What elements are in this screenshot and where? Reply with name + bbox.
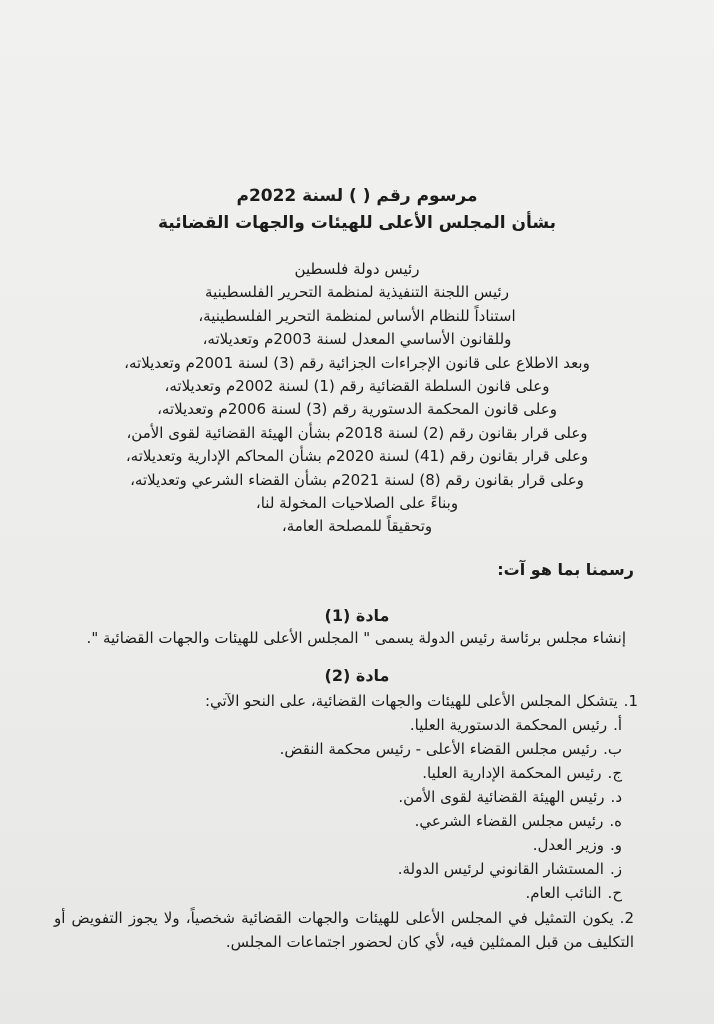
preamble-line: رئيس دولة فلسطين <box>294 260 420 278</box>
member-item <box>525 884 622 902</box>
member-text: النائب العام. <box>525 884 602 902</box>
member-text: وزير العدل. <box>532 836 604 854</box>
member-item <box>280 740 622 758</box>
item-text: يكون التمثيل في المجلس الأعلى للهيئات والجهات القضائية شخصياً، ولا يجوز التفويض أو التكليف من قبل الممثلين فيه، لأي كان لحضور اجتماعات المجلس. <box>54 909 634 951</box>
member-marker: ه. <box>609 812 622 830</box>
decree-subject: بشأن المجلس الأعلى للهيئات والجهات القضائية <box>157 213 557 233</box>
member-text: رئيس مجلس القضاء الشرعي. <box>414 812 604 830</box>
preamble-line: وعلى قرار بقانون رقم (2) لسنة 2018م بشأن الهيئة القضائية لقوى الأمن، <box>126 423 588 442</box>
preamble-line: وللقانون الأساسي المعدل لسنة 2003م وتعديلاته، <box>202 330 512 349</box>
article1-text: إنشاء مجلس برئاسة رئيس الدولة يسمى " المجلس الأعلى للهيئات والجهات القضائية ". <box>86 629 626 647</box>
member-item <box>533 836 622 854</box>
member-marker: أ. <box>613 716 622 734</box>
member-marker: و. <box>609 836 622 854</box>
member-item <box>415 812 622 830</box>
member-text: رئيس مجلس القضاء الأعلى - رئيس محكمة النقض. <box>279 740 598 758</box>
preamble-line: رئيس اللجنة التنفيذية لمنظمة التحرير الفلسطينية <box>205 283 509 302</box>
member-marker: ح. <box>607 884 622 902</box>
item-number: 2. <box>619 909 634 927</box>
preamble-line: وعلى قرار بقانون رقم (8) لسنة 2021م بشأن القضاء الشرعي وتعديلاته، <box>130 470 584 489</box>
member-marker: ج. <box>607 764 622 782</box>
member-marker: ز. <box>609 860 622 878</box>
member-text: رئيس الهيئة القضائية لقوى الأمن. <box>398 788 605 806</box>
member-marker: ب. <box>603 740 622 758</box>
member-text: المستشار القانوني لرئيس الدولة. <box>397 860 604 878</box>
member-item <box>410 716 622 734</box>
item-text: يتشكل المجلس الأعلى للهيئات والجهات القضائية، على النحو الآتي: <box>204 692 618 710</box>
preamble-line: وعلى قانون السلطة القضائية رقم (1) لسنة 2002م وتعديلاته، <box>164 376 550 395</box>
member-item <box>422 764 622 782</box>
member-text: رئيس المحكمة الدستورية العليا. <box>409 716 608 734</box>
article2-item-1 <box>205 692 638 710</box>
article1-heading: مادة (1) <box>324 606 390 625</box>
decree-title: مرسوم رقم ( ) لسنة 2022م <box>236 186 478 206</box>
preamble-line: وبعد الاطلاع على قانون الإجراءات الجزائية رقم (3) لسنة 2001م وتعديلاته، <box>124 353 590 372</box>
member-text: رئيس المحكمة الإدارية العليا. <box>422 764 602 782</box>
member-item <box>398 788 622 806</box>
preamble <box>60 258 654 539</box>
article2-heading: مادة (2) <box>324 666 390 685</box>
preamble-line: وبناءً على الصلاحيات المخولة لنا، <box>255 493 459 512</box>
preamble-line: وعلى قرار بقانون رقم (41) لسنة 2020م بشأن المحاكم الإدارية وتعديلاته، <box>125 447 589 466</box>
member-marker: د. <box>610 788 622 806</box>
article2-item-2 <box>54 906 634 954</box>
preamble-line: وعلى قانون المحكمة الدستورية رقم (3) لسنة 2006م وتعديلاته، <box>157 400 557 419</box>
preamble-line: استناداً للنظام الأساس لمنظمة التحرير الفلسطينية، <box>198 306 516 325</box>
preamble-line: وتحقيقاً للمصلحة العامة، <box>281 517 433 536</box>
member-item <box>398 860 622 878</box>
decree-phrase: رسمنا بما هو آت: <box>497 560 634 579</box>
item-number: 1. <box>623 692 638 710</box>
